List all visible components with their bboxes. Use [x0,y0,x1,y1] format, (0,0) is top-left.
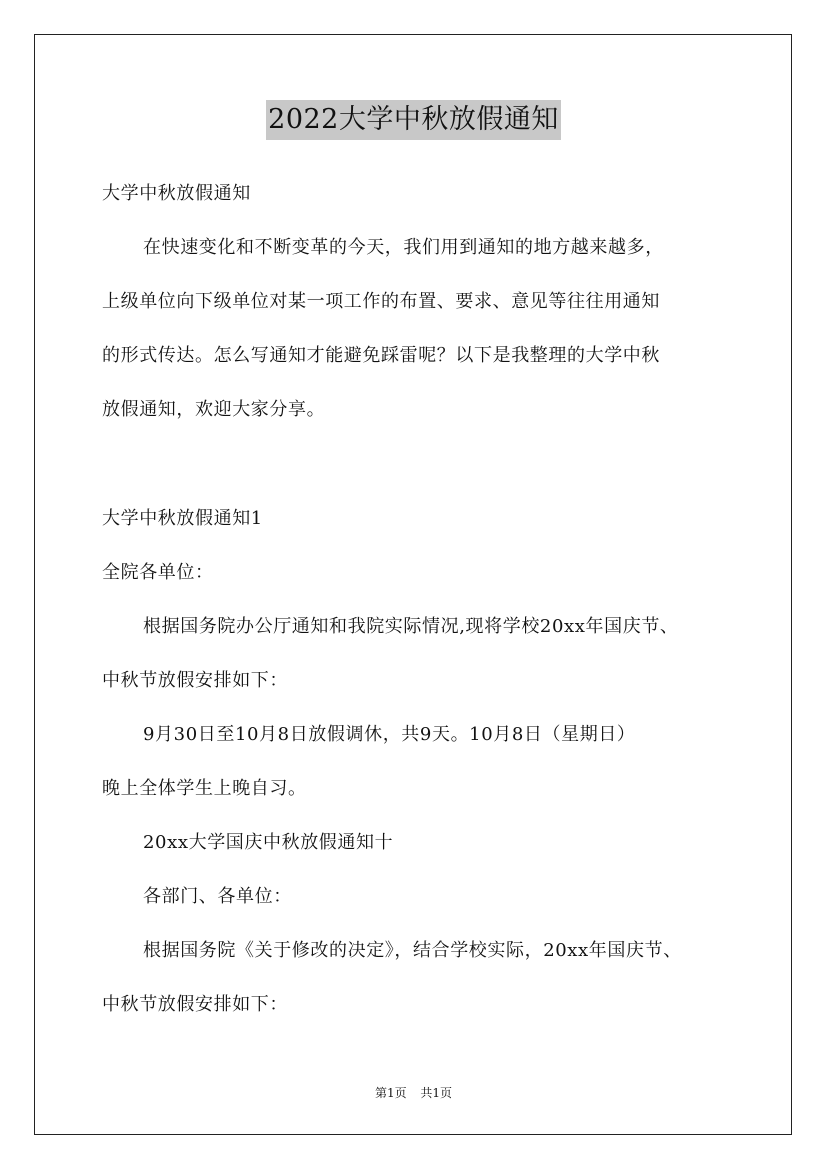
para2-line-2: 晚上全体学生上晚自习。 [102,778,307,799]
sub-addressee: 各部门、各单位： [143,886,292,907]
para2-line-1: 9月30日至10月8日放假调休，共9天。10月8日（星期日） [143,724,636,745]
page-footer [0,1085,827,1101]
section-heading: 大学中秋放假通知1 [102,508,263,529]
sub-heading: 20xx大学国庆中秋放假通知十 [143,832,394,853]
para1-line-2: 中秋节放假安排如下： [102,670,288,691]
intro-line-3: 的形式传达。怎么写通知才能避免踩雷呢？以下是我整理的大学中秋 [102,345,660,366]
para1-line-1: 根据国务院办公厅通知和我院实际情况,现将学校20xx年国庆节、 [143,616,679,637]
page-total: 共1页 [420,1086,453,1100]
addressee: 全院各单位： [102,562,214,583]
para3-line-2: 中秋节放假安排如下： [102,994,288,1015]
intro-line-1: 在快速变化和不断变革的今天，我们用到通知的地方越来越多， [143,237,664,258]
intro-line-2: 上级单位向下级单位对某一项工作的布置、要求、意见等往往用通知 [102,291,660,312]
subtitle: 大学中秋放假通知 [102,183,251,204]
para3-line-1: 根据国务院《关于修改的决定》，结合学校实际，20xx年国庆节、 [143,940,682,961]
document-title: 2022大学中秋放假通知 [266,100,561,140]
page-number: 第1页 [374,1086,407,1100]
title-container [0,100,827,140]
intro-line-4: 放假通知，欢迎大家分享。 [102,399,326,420]
